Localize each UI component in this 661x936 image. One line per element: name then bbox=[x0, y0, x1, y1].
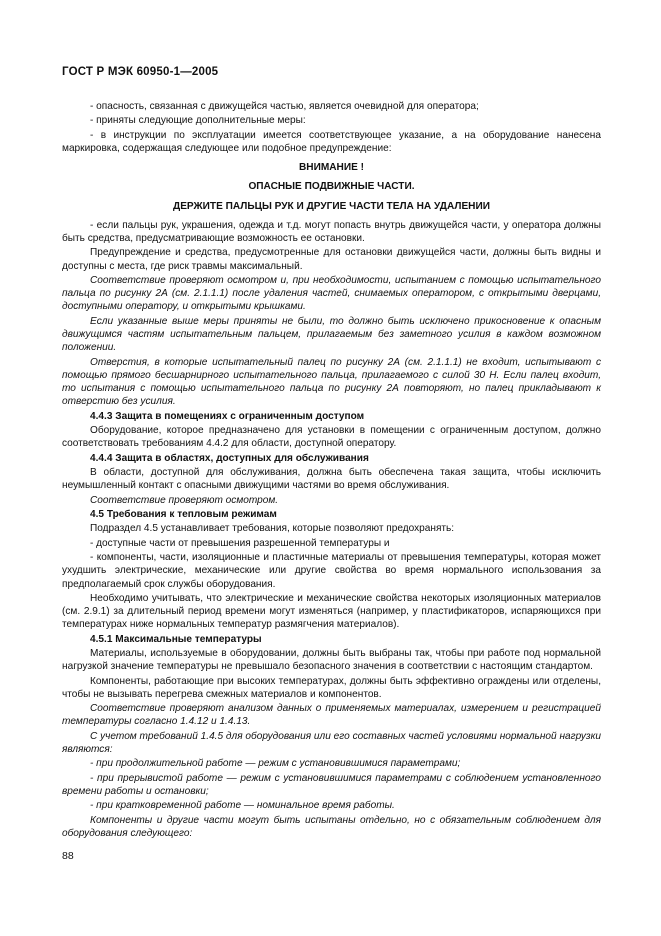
paragraph: - при кратковременной работе — номинальное время работы. bbox=[90, 800, 395, 812]
paragraph: - компоненты, части, изоляционные и пластичные материалы от превышения температуры, которая может ухудшить электрические, механические или другие свойства во время нормального использования за предполагаемый срок службы оборудования. bbox=[62, 552, 601, 590]
paragraph: - опасность, связанная с движущейся частью, является очевидной для оператора; bbox=[90, 101, 479, 112]
paragraph: Отверстия, в которые испытательный палец по рисунку 2А (см. 2.1.1.1) не входит, испытывают с помощью прямого бесшарнирного испытательного пальца, прилагаемого с силой 30 Н. Если палец входит, то испытания с помощью испытательного пальца по рисунку 2А повторяют, но палец прикладывают к отверстию без усилия. bbox=[62, 356, 601, 408]
paragraph: Если указанные выше меры приняты не были, то должно быть исключено прикосновение к опасным движущимся частям испытательным пальцем, прилагаемым без заметного усилия в каждом возможном положении. bbox=[62, 315, 601, 354]
paragraph: - если пальцы рук, украшения, одежда и т.д. могут попасть внутрь движущейся части, у оператора должны быть средства, предусматривающие возможность ее остановки. bbox=[62, 219, 601, 244]
document-header: ГОСТ Р МЭК 60950-1—2005 bbox=[62, 66, 219, 78]
paragraph: Компоненты и другие части могут быть испытаны отдельно, но с обязательным соблюдением для оборудования следующего: bbox=[62, 814, 601, 840]
paragraph: Соответствие проверяют осмотром. bbox=[90, 494, 279, 506]
page-number: 88 bbox=[62, 850, 74, 862]
warning-line: ВНИМАНИЕ ! bbox=[299, 162, 364, 174]
paragraph: Необходимо учитывать, что электрические и механические свойства некоторых изоляционных материалов (см. 2.9.1) за длительный период времени могут изменяться (например, у пластификаторов, испаряющихся при температурах ниже нормальных температур размягчения материалов). bbox=[62, 592, 601, 631]
warning-line: ОПАСНЫЕ ПОДВИЖНЫЕ ЧАСТИ. bbox=[248, 181, 415, 193]
paragraph: Материалы, используемые в оборудовании, должны быть выбраны так, чтобы при работе под нормальной нагрузкой значение температуры не превышало безопасного значения в соответствии с настоящим стандартом. bbox=[62, 648, 601, 673]
section-heading: 4.5.1 Максимальные температуры bbox=[90, 633, 262, 645]
section-heading: 4.4.4 Защита в областях, доступных для обслуживания bbox=[90, 452, 369, 464]
paragraph: Подраздел 4.5 устанавливает требования, которые позволяют предохранять: bbox=[90, 523, 455, 535]
paragraph: В области, доступной для обслуживания, должна быть обеспечена такая защита, чтобы исключить неумышленный контакт с опасными движущими частями во время обслуживания. bbox=[62, 466, 601, 492]
warning-line: ДЕРЖИТЕ ПАЛЬЦЫ РУК И ДРУГИЕ ЧАСТИ ТЕЛА НА УДАЛЕНИИ bbox=[173, 200, 490, 212]
paragraph: Компоненты, работающие при высоких температурах, должны быть эффективно ограждены или отделены, чтобы не вызывать перегрева смежных материалов и компонентов. bbox=[62, 675, 601, 700]
section-heading: 4.5 Требования к тепловым режимам bbox=[90, 508, 277, 520]
paragraph: Предупреждение и средства, предусмотренные для остановки движущейся части, должны быть видны и доступны с места, где риск травмы максимальный. bbox=[62, 247, 601, 272]
paragraph: Оборудование, которое предназначено для установки в помещении с ограниченным доступом, должно соответствовать требованиям 4.4.2 для области, доступной оператору. bbox=[62, 424, 601, 450]
paragraph: - при продолжительной работе — режим с установившимися параметрами; bbox=[90, 758, 461, 770]
paragraph: Соответствие проверяют анализом данных о применяемых материалах, измерением и регистрацией температуры согласно 1.4.12 и 1.4.13. bbox=[62, 703, 601, 728]
paragraph: - приняты следующие дополнительные меры: bbox=[90, 115, 306, 127]
paragraph: - в инструкции по эксплуатации имеется соответствующее указание, а на оборудование нанесена маркировка, содержащая следующее или подобное предупреждение: bbox=[62, 129, 601, 154]
paragraph: - при прерывистой работе — режим с установившимися параметрами с соблюдением установленного времени работы и остановки; bbox=[62, 772, 601, 798]
section-heading: 4.4.3 Защита в помещениях с ограниченным доступом bbox=[90, 410, 365, 422]
paragraph: - доступные части от превышения разрешенной температуры и bbox=[90, 537, 390, 549]
document-body bbox=[62, 100, 601, 841]
paragraph: Соответствие проверяют осмотром и, при необходимости, испытанием с помощью испытательного пальца по рисунку 2А (см. 2.1.1.1) после удаления частей, снимаемых оператором, с открытыми дверцами, доступными оператору, и открытыми крышками. bbox=[62, 274, 601, 313]
paragraph: С учетом требований 1.4.5 для оборудования или его составных частей условиями нормальной нагрузки являются: bbox=[62, 730, 601, 756]
